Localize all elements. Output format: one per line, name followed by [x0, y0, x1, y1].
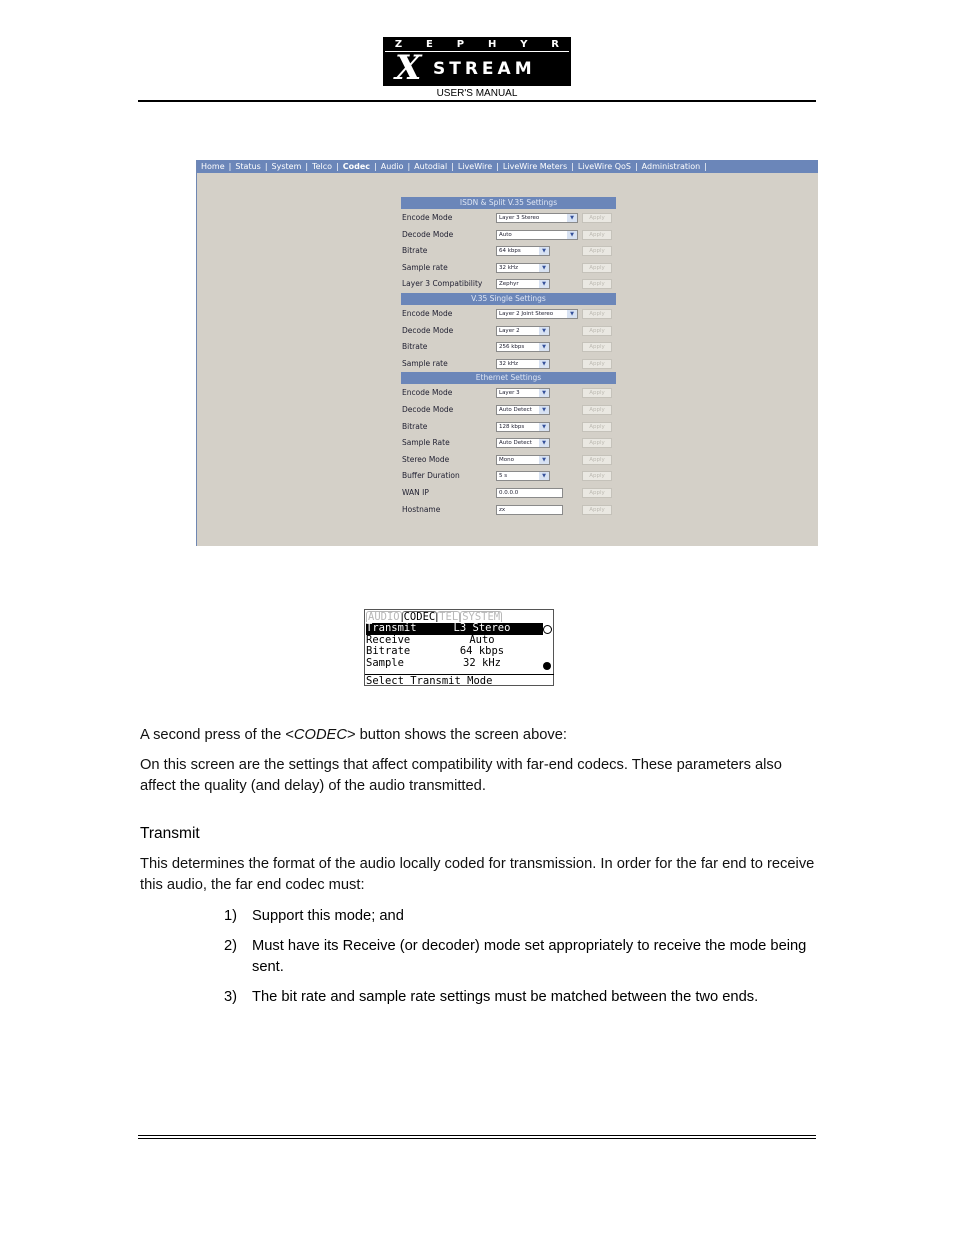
setting-row — [401, 227, 616, 244]
setting-row — [401, 385, 616, 402]
nav-item-livewire[interactable]: LiveWire — [457, 162, 493, 171]
setting-dropdown[interactable] — [496, 438, 550, 448]
nav-item-system[interactable]: System — [271, 162, 302, 171]
chevron-down-icon: ▼ — [539, 439, 549, 447]
chevron-down-icon: ▼ — [539, 456, 549, 464]
chevron-down-icon: ▼ — [539, 406, 549, 414]
web-nav-bar — [197, 160, 818, 173]
setting-value: 32 kHz — [499, 264, 518, 271]
chevron-down-icon: ▼ — [539, 389, 549, 397]
setting-row — [401, 502, 616, 519]
apply-button[interactable]: Apply — [582, 263, 612, 273]
apply-button[interactable]: Apply — [582, 388, 612, 398]
list-number: 2) — [224, 938, 238, 954]
intro-paragraph — [140, 725, 820, 746]
setting-text-input[interactable] — [496, 505, 563, 515]
setting-dropdown[interactable] — [496, 279, 550, 289]
setting-label: Buffer Duration — [402, 471, 460, 481]
setting-value: Layer 3 Stereo — [499, 215, 540, 221]
logo-letter: R — [551, 38, 559, 50]
apply-button[interactable]: Apply — [582, 213, 612, 223]
setting-label: Encode Mode — [402, 308, 453, 318]
logo-x: X — [395, 48, 422, 88]
setting-label: Sample rate — [402, 262, 448, 272]
logo-letter: P — [456, 38, 465, 50]
setting-label: Stereo Mode — [402, 454, 450, 464]
setting-label: Hostname — [402, 504, 441, 514]
nav-item-telco[interactable]: Telco — [312, 162, 333, 171]
setting-dropdown[interactable] — [496, 213, 578, 223]
setting-value: 64 kbps — [499, 248, 521, 255]
setting-label: Sample Rate — [402, 438, 450, 448]
setting-row — [401, 210, 616, 227]
logo-letter: H — [487, 38, 497, 50]
apply-button[interactable]: Apply — [582, 488, 612, 498]
logo-stream-word: STREAM — [433, 59, 536, 79]
apply-button[interactable]: Apply — [582, 230, 612, 240]
nav-item-autodial[interactable]: Autodial — [414, 162, 448, 171]
setting-label: Encode Mode — [402, 213, 453, 222]
apply-button[interactable]: Apply — [582, 279, 612, 289]
apply-button[interactable]: Apply — [582, 405, 612, 415]
lcd-row — [366, 658, 543, 670]
scroll-position-indicator-icon — [543, 662, 551, 670]
nav-separator: | — [305, 162, 309, 171]
setting-row — [401, 452, 616, 469]
lcd-tabs — [366, 611, 536, 622]
setting-dropdown[interactable] — [496, 455, 550, 465]
setting-dropdown[interactable] — [496, 263, 550, 273]
apply-button[interactable]: Apply — [582, 309, 612, 319]
setting-dropdown[interactable] — [496, 422, 550, 432]
list-number: 3) — [224, 989, 238, 1005]
scroll-top-indicator-icon — [543, 625, 552, 634]
footer-rule — [138, 1135, 816, 1136]
setting-row — [401, 419, 616, 436]
transmit-paragraph: This determines the format of the audio locally coded for transmission. In order for the far end to receive this audio, the far end codec must: — [140, 856, 815, 893]
lcd-row-key: Transmit — [366, 622, 417, 634]
list-text: Must have its Receive (or decoder) mode set appropriately to receive the mode being sent. — [252, 938, 807, 975]
setting-value: Auto Detect — [499, 440, 532, 447]
nav-separator: | — [336, 162, 339, 171]
chevron-down-icon: ▼ — [539, 472, 549, 480]
lcd-row-key: Receive — [366, 633, 411, 646]
setting-dropdown[interactable] — [496, 359, 550, 369]
nav-separator: | — [228, 162, 232, 171]
compatibility-paragraph: On this screen are the settings that affect compatibility with far-end codecs. These parameters also affect the quality (and delay) of the audio transmitted. — [140, 757, 782, 794]
users-manual-label: USER'S MANUAL — [436, 88, 518, 99]
setting-dropdown[interactable] — [496, 246, 550, 256]
apply-button[interactable]: Apply — [582, 342, 612, 352]
setting-row — [401, 356, 616, 373]
lcd-tab-tel: TEL — [439, 611, 459, 623]
nav-item-livewire-qos[interactable]: LiveWire QoS — [577, 162, 631, 171]
chevron-down-icon: ▼ — [539, 247, 549, 255]
setting-row — [401, 402, 616, 419]
header-rule — [138, 100, 816, 102]
setting-row — [401, 260, 616, 277]
nav-item-audio[interactable]: Audio — [380, 162, 404, 171]
section-header: ISDN & Split V.35 Settings — [401, 197, 616, 209]
nav-separator: | — [374, 162, 377, 171]
setting-dropdown[interactable] — [496, 326, 550, 336]
setting-dropdown[interactable] — [496, 309, 578, 319]
setting-row — [401, 306, 616, 323]
lcd-row — [366, 623, 543, 635]
lcd-tab-audio: AUDIO — [368, 611, 400, 623]
setting-value: zx — [499, 506, 506, 513]
nav-item-livewire-meters[interactable]: LiveWire Meters — [502, 162, 568, 171]
lcd-row-value: L3 Stereo — [453, 622, 511, 634]
setting-label: Sample rate — [402, 358, 448, 368]
setting-label: Encode Mode — [402, 388, 453, 398]
web-ui-screenshot — [196, 160, 818, 546]
intro-text-before: A second press of the < — [140, 727, 294, 743]
nav-item-administration[interactable]: Administration — [641, 162, 701, 171]
nav-item-codec[interactable]: Codec — [342, 162, 371, 171]
lcd-row-value: 32 kHz — [463, 656, 501, 669]
lcd-row-value: 64 kbps — [459, 645, 505, 658]
nav-separator: | — [704, 162, 707, 171]
setting-value: Layer 3 — [499, 390, 520, 397]
list-text: Support this mode; and — [252, 908, 404, 924]
setting-row — [401, 243, 616, 260]
setting-label: Decode Mode — [402, 229, 454, 239]
apply-button[interactable]: Apply — [582, 471, 612, 481]
setting-value: 0.0.0.0 — [499, 489, 519, 496]
setting-row — [401, 276, 616, 293]
lcd-tab-system: SYSTEM — [462, 611, 501, 623]
setting-dropdown[interactable] — [496, 388, 550, 398]
setting-dropdown[interactable] — [496, 405, 550, 415]
nav-separator: | — [407, 162, 411, 171]
nav-separator: | — [571, 162, 574, 171]
apply-button[interactable]: Apply — [582, 505, 612, 515]
setting-dropdown[interactable] — [496, 342, 550, 352]
setting-label: Decode Mode — [402, 404, 454, 414]
lcd-row-key: Bitrate — [366, 645, 411, 658]
apply-button[interactable]: Apply — [582, 246, 612, 256]
setting-row — [401, 435, 616, 452]
apply-button[interactable]: Apply — [582, 438, 612, 448]
setting-value: 32 kHz — [499, 360, 518, 367]
chevron-down-icon: ▼ — [539, 423, 549, 431]
nav-separator: | — [451, 162, 454, 171]
setting-row — [401, 323, 616, 340]
apply-button[interactable]: Apply — [582, 326, 612, 336]
apply-button[interactable]: Apply — [582, 455, 612, 465]
setting-label: Bitrate — [402, 421, 428, 431]
setting-label: Layer 3 Compatibility — [402, 279, 483, 289]
chevron-down-icon: ▼ — [567, 231, 577, 239]
setting-row — [401, 485, 616, 502]
list-number: 1) — [224, 908, 238, 924]
lcd-rows — [366, 623, 543, 669]
setting-dropdown[interactable] — [496, 471, 550, 481]
chevron-down-icon: ▼ — [567, 310, 577, 318]
chevron-down-icon: ▼ — [539, 360, 549, 368]
logo-letter: Y — [520, 38, 528, 50]
setting-row — [401, 468, 616, 485]
setting-value: Zephyr — [499, 281, 519, 288]
nav-separator: | — [634, 162, 638, 171]
intro-text-after: > button shows the screen above: — [346, 727, 568, 743]
setting-value: 128 kbps — [499, 423, 525, 430]
setting-value: Auto — [499, 231, 512, 238]
apply-button[interactable]: Apply — [582, 359, 612, 369]
nav-item-home[interactable]: Home — [201, 162, 225, 171]
nav-item-status[interactable]: Status — [235, 162, 261, 171]
setting-label: Bitrate — [402, 342, 428, 352]
setting-label: Decode Mode — [402, 325, 454, 335]
logo-letter: E — [426, 38, 433, 50]
codec-button-name: CODEC — [293, 727, 347, 743]
chevron-down-icon: ▼ — [539, 327, 549, 335]
lcd-status-line: Select Transmit Mode — [365, 674, 554, 687]
lcd-row-key: Sample — [366, 656, 404, 669]
setting-dropdown[interactable] — [496, 230, 578, 240]
chevron-down-icon: ▼ — [539, 343, 549, 351]
setting-value: Auto Detect — [499, 406, 532, 413]
footer-rule-secondary — [138, 1138, 816, 1139]
section-header: V.35 Single Settings — [401, 293, 616, 305]
setting-row — [401, 339, 616, 356]
logo-letter: Z — [394, 38, 403, 50]
lcd-tab-codec: CODEC — [403, 611, 436, 623]
list-text: The bit rate and sample rate settings must be matched between the two ends. — [252, 989, 759, 1005]
front-panel-lcd — [364, 609, 554, 686]
setting-value: Layer 2 — [499, 327, 520, 334]
chevron-down-icon: ▼ — [567, 214, 577, 222]
setting-text-input[interactable] — [496, 488, 563, 498]
zephyr-xstream-logo — [383, 37, 571, 86]
setting-value: Mono — [499, 456, 514, 463]
lcd-row-value: Auto — [469, 633, 495, 646]
chevron-down-icon: ▼ — [539, 280, 549, 288]
codec-settings-panel — [401, 197, 616, 518]
chevron-down-icon: ▼ — [539, 264, 549, 272]
nav-separator: | — [496, 162, 499, 171]
setting-label: Bitrate — [402, 246, 428, 256]
nav-separator: | — [264, 162, 268, 171]
apply-button[interactable]: Apply — [582, 422, 612, 432]
setting-value: 256 kbps — [499, 344, 525, 351]
setting-label: WAN IP — [402, 487, 429, 497]
section-header: Ethernet Settings — [401, 372, 616, 384]
transmit-heading: Transmit — [140, 825, 200, 842]
setting-value: 5 s — [499, 473, 508, 480]
setting-value: Layer 2 Joint Stereo — [499, 310, 554, 317]
